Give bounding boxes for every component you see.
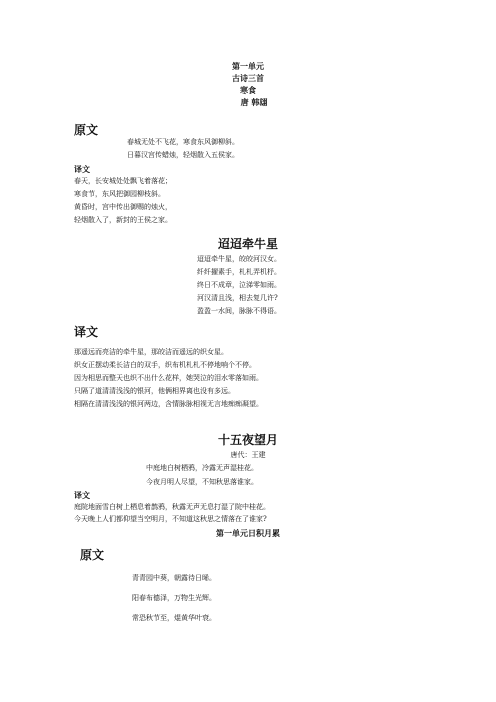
poem-line: 青青园中葵，朝露待日晞。 [132,574,216,582]
poem3-lines [146,463,258,491]
translation-line: 因为相思而整天也织不出什么花样，她哭泣的泪水零落如雨。 [74,374,263,382]
poem1-original-heading: 原文 [74,123,99,137]
translation-line: 寒食节，东风把御园柳枝斜。 [74,190,165,198]
translation-line: 黄昏时，宫中传出御赐的烛火， [74,203,172,211]
poem-line: 盈盈一水间，脉脉不得语。 [197,307,281,315]
translation-line: 那遥远而亮洁的牵牛星，那皎洁而遥远的织女星。 [74,348,228,356]
poem-line: 阳春布德泽，万物生光辉。 [132,594,216,602]
translation-line: 今天晚上人们都仰望当空明月，不知道这秋思之情落在了谁家? [74,515,267,523]
daily-lines [132,573,216,633]
translation-line: 春天，长安城处处飘飞着落花； [74,177,172,185]
poem3-title: 十五夜望月 [217,433,278,447]
poem-line: 日暮汉宫传蜡烛，轻烟散入五侯家。 [127,151,239,159]
poem-line: 迢迢牵牛星，皎皎河汉女。 [197,255,281,263]
poem1-author: 唐 韩翃 [240,98,268,107]
poem2-translation-heading: 译文 [74,325,99,339]
poem3-author: 唐代：王建 [230,451,266,459]
poem2-translation [74,347,263,412]
daily-original-heading: 原文 [80,548,105,562]
daily-accumulation-heading: 第一单元日积月累 [216,529,280,538]
translation-line: 庭院地面雪白树上栖息着鹊鸦，秋露无声无息打湿了院中桂花。 [74,503,270,511]
unit-title: 第一单元 [232,62,264,71]
poem1-translation-heading: 译文 [74,165,90,174]
translation-line: 相隔在清清浅浅的银河两边，含情脉脉相视无言地痴痴凝望。 [74,400,263,408]
translation-line: 织女正摆动柔长洁白的双手，织布机札札不停地响个不停。 [74,361,256,369]
poem-line: 今夜月明人尽望，不知秋思落谁家。 [146,478,258,486]
poem3-translation-heading: 译文 [74,491,90,500]
poem-line: 纤纤擢素手，札札弄机杼。 [197,268,281,276]
poem-line: 春城无处不飞花，寒食东风御柳斜。 [127,138,239,146]
poem-line: 常恐秋节至，焜黄华叶衰。 [132,614,216,622]
poem2-title: 迢迢牵牛星 [217,237,278,251]
poem1-lines [127,137,239,163]
poem1-translation [74,176,172,228]
poem-line: 中庭地白树栖鸦，冷露无声湿桂花。 [146,464,258,472]
poem3-translation [74,502,270,526]
unit-subtitle: 古诗三首 [232,74,264,83]
poem-line: 终日不成章，泣涕零如雨。 [197,281,281,289]
translation-line: 轻烟散入了，新封的王侯之家。 [74,216,172,224]
poem-line: 河汉清且浅，相去复几许? [197,294,278,302]
poem2-lines [197,254,281,319]
translation-line: 只隔了道清清浅浅的银河，他俩相界离也没有多远。 [74,387,235,395]
poem1-title: 寒食 [240,86,256,95]
